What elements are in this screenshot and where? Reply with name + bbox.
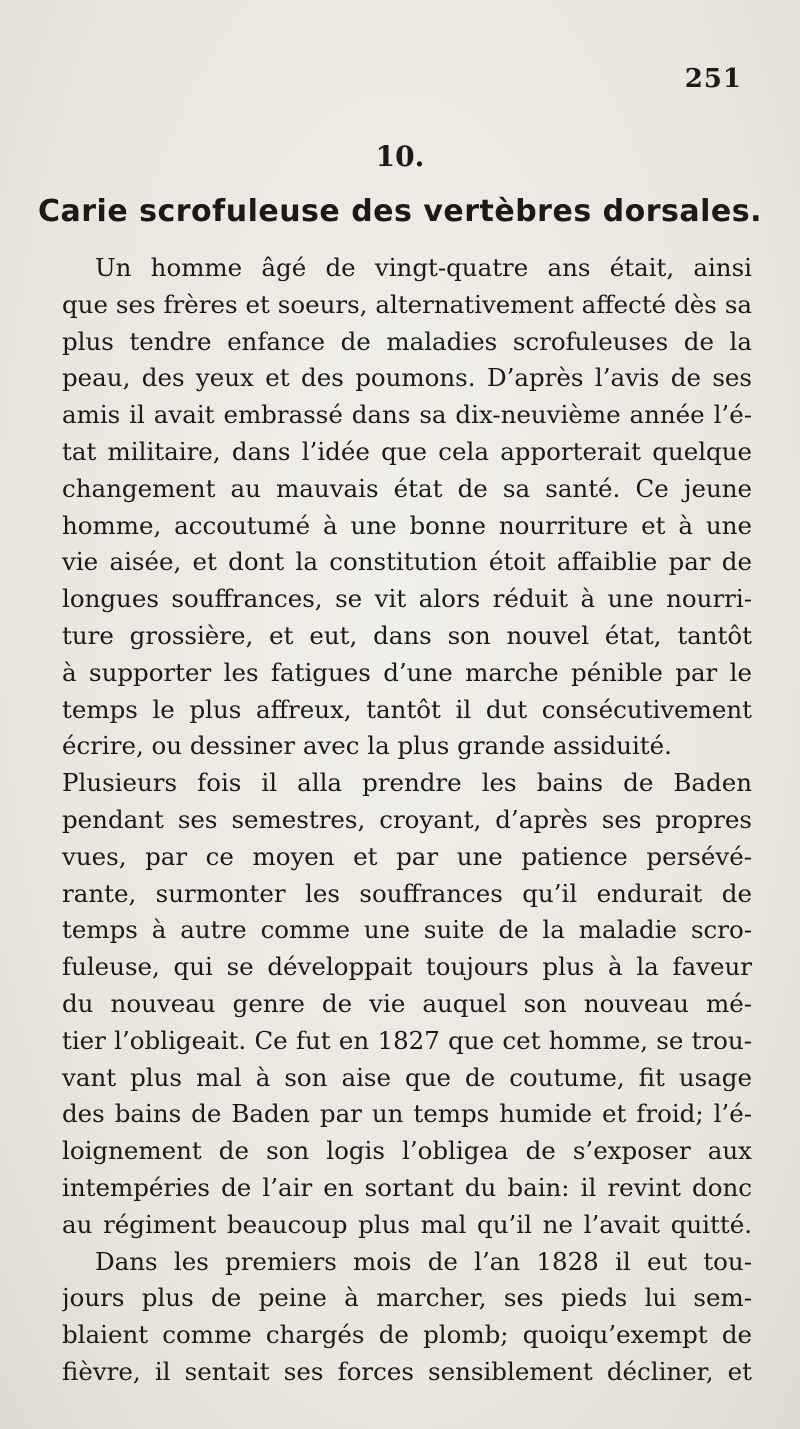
text-line: peau, des yeux et des poumons. D’après l’avis de ses	[62, 363, 752, 393]
text-line: plus tendre enfance de maladies scrofuleuses de la	[62, 326, 752, 356]
text-line: blaient comme chargés de plomb; quoiqu’exempt de	[62, 1320, 752, 1350]
text-line: longues souffrances, se vit alors réduit à une nourri-	[62, 584, 752, 614]
text-line: pendant ses semestres, croyant, d’après ses propres	[62, 804, 752, 834]
text-line: ture grossière, et eut, dans son nouvel état, tantôt	[62, 620, 752, 650]
text-line: changement au mauvais état de sa santé. Ce jeune	[62, 473, 752, 503]
text-line: intempéries de l’air en sortant du bain: il revint donc	[62, 1172, 752, 1202]
text-line: homme, accoutumé à une bonne nourriture et à une	[62, 510, 752, 540]
text-line: fuleuse, qui se développait toujours plus à la faveur	[62, 952, 752, 982]
text-line: du nouveau genre de vie auquel son nouveau mé-	[62, 988, 752, 1018]
text-line: Un homme âgé de vingt-quatre ans était, ainsi	[95, 253, 752, 282]
text-line: temps le plus affreux, tantôt il dut consécutivement	[62, 694, 752, 724]
text-line: vant plus mal à son aise que de coutume, fit usage	[62, 1062, 752, 1092]
text-line: jours plus de peine à marcher, ses pieds lui sem-	[62, 1283, 752, 1313]
page-number: 251	[684, 64, 742, 94]
text-line: temps à autre comme une suite de la maladie scro-	[62, 915, 752, 945]
text-line: que ses frères et soeurs, alternativement affecté dès sa	[62, 289, 752, 319]
text-line: rante, surmonter les souffrances qu’il endurait de	[62, 878, 752, 908]
text-line: amis il avait embrassé dans sa dix-neuvième année l’é-	[62, 400, 752, 430]
text-line: loignement de son logis l’obligea de s’exposer aux	[62, 1136, 752, 1166]
section-number: 10.	[375, 140, 425, 173]
text-line: écrire, ou dessiner avec la plus grande assiduité.	[62, 731, 672, 761]
text-line: vues, par ce moyen et par une patience persévé-	[62, 841, 752, 871]
text-line: vie aisée, et dont la constitution étoit affaiblie par de	[62, 547, 752, 577]
section-title: Carie scrofuleuse des vertèbres dorsales.	[37, 194, 762, 229]
text-line: à supporter les fatigues d’une marche pénible par le	[62, 657, 752, 687]
text-line: Dans les premiers mois de l’an 1828 il eut tou-	[95, 1246, 752, 1276]
text-line: au régiment beaucoup plus mal qu’il ne l’avait quitté.	[62, 1209, 752, 1239]
text-line: tier l’obligeait. Ce fut en 1827 que cet homme, se trou-	[62, 1025, 752, 1055]
text-line: fièvre, il sentait ses forces sensiblement décliner, et	[62, 1356, 752, 1386]
text-line: des bains de Baden par un temps humide et froid; l’é-	[62, 1099, 752, 1129]
body-text	[62, 250, 752, 1391]
text-line: tat militaire, dans l’idée que cela apporterait quelque	[62, 436, 752, 466]
text-line: Plusieurs fois il alla prendre les bains de Baden	[62, 768, 752, 798]
